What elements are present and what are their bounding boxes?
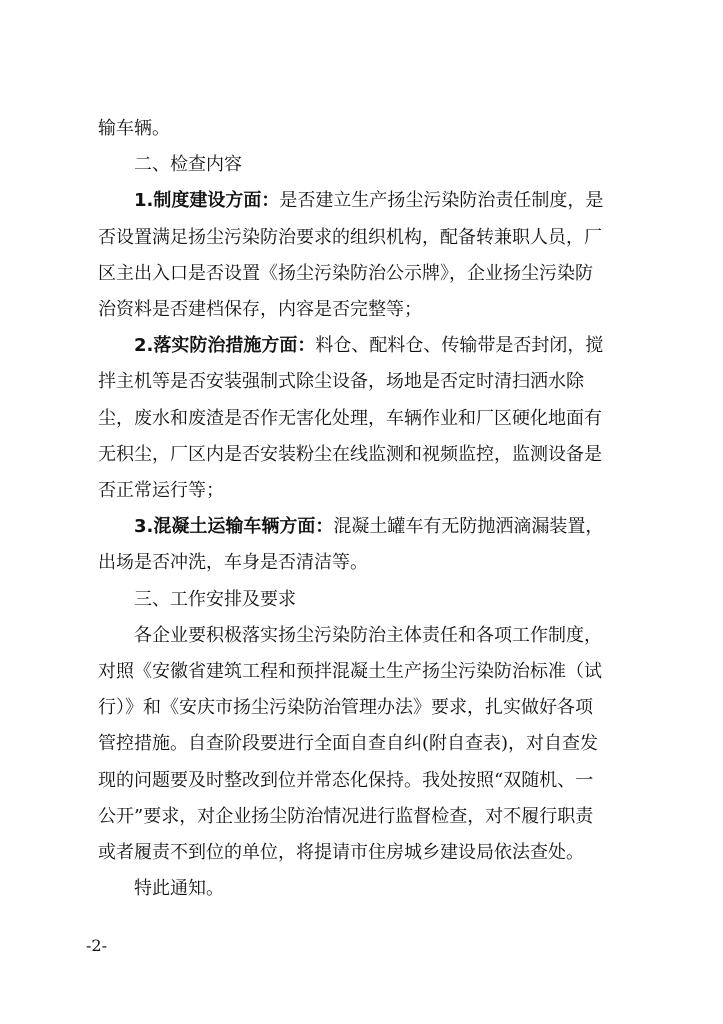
paragraph-line: 否正常运行等； [98,480,224,502]
paragraph-line: 各企业要积极落实扬尘污染防治主体责任和各项工作制度， [134,624,602,646]
item-text: 是否建立生产扬尘污染防治责任制度，是 [279,190,604,212]
section-heading-work-arrangement: 三、工作安排及要求 [134,588,296,610]
paragraph-line: 行）》和《安庆市扬尘污染防治管理办法》要求，扎实做好各项 [98,697,593,719]
paragraph-line: 治资料是否建档保存，内容是否完整等； [98,299,422,321]
item-title-concrete-vehicles: 3.混凝土运输车辆方面： [134,516,334,538]
paragraph-line: 出场是否冲洗，车身是否清洁等。 [98,552,368,574]
paragraph-line: 现的问题要及时整改到位并常态化保持。我处按照“双随机、一 [98,769,594,791]
paragraph-line: 输车辆。 [98,118,170,139]
item-text: 料仓、配料仓、传输带是否封闭，搅 [315,335,604,357]
document-body [98,111,638,907]
item-text: 混凝土罐车有无防抛洒滴漏装置， [333,516,604,538]
paragraph-line [98,509,638,545]
page-number: -2- [86,936,107,955]
paragraph-line [98,183,638,219]
paragraph-line: 区主出入口是否设置《扬尘污染防治公示牌》，企业扬尘污染防 [98,262,593,284]
paragraph-line: 或者履责不到位的单位，将提请市住房城乡建设局依法查处。 [98,842,584,864]
closing-line: 特此通知。 [134,878,224,900]
paragraph-line [98,328,638,364]
paragraph-line: 对照《安徽省建筑工程和预拌混凝土生产扬尘污染防治标准（试 [98,661,602,683]
paragraph-line: 否设置满足扬尘污染防治要求的组织机构，配备转兼职人员，厂 [98,226,602,248]
item-title-system-construction: 1.制度建设方面： [134,190,280,212]
paragraph-line: 尘，废水和废渣是否作无害化处理，车辆作业和厂区硬化地面有 [98,407,602,429]
section-heading-inspection-content: 二、检查内容 [134,154,242,176]
paragraph-line: 无积尘，厂区内是否安装粉尘在线监测和视频监控，监测设备是 [98,443,602,465]
paragraph-line: 管控措施。自查阶段要进行全面自查自纠(附自查表)，对自查发 [98,733,599,755]
item-title-prevention-measures: 2.落实防治措施方面： [134,335,316,357]
paragraph-line: 拌主机等是否安装强制式除尘设备，场地是否定时清扫洒水除 [98,371,584,393]
paragraph-line: 公开”要求，对企业扬尘防治情况进行监督检查，对不履行职责 [98,805,594,827]
